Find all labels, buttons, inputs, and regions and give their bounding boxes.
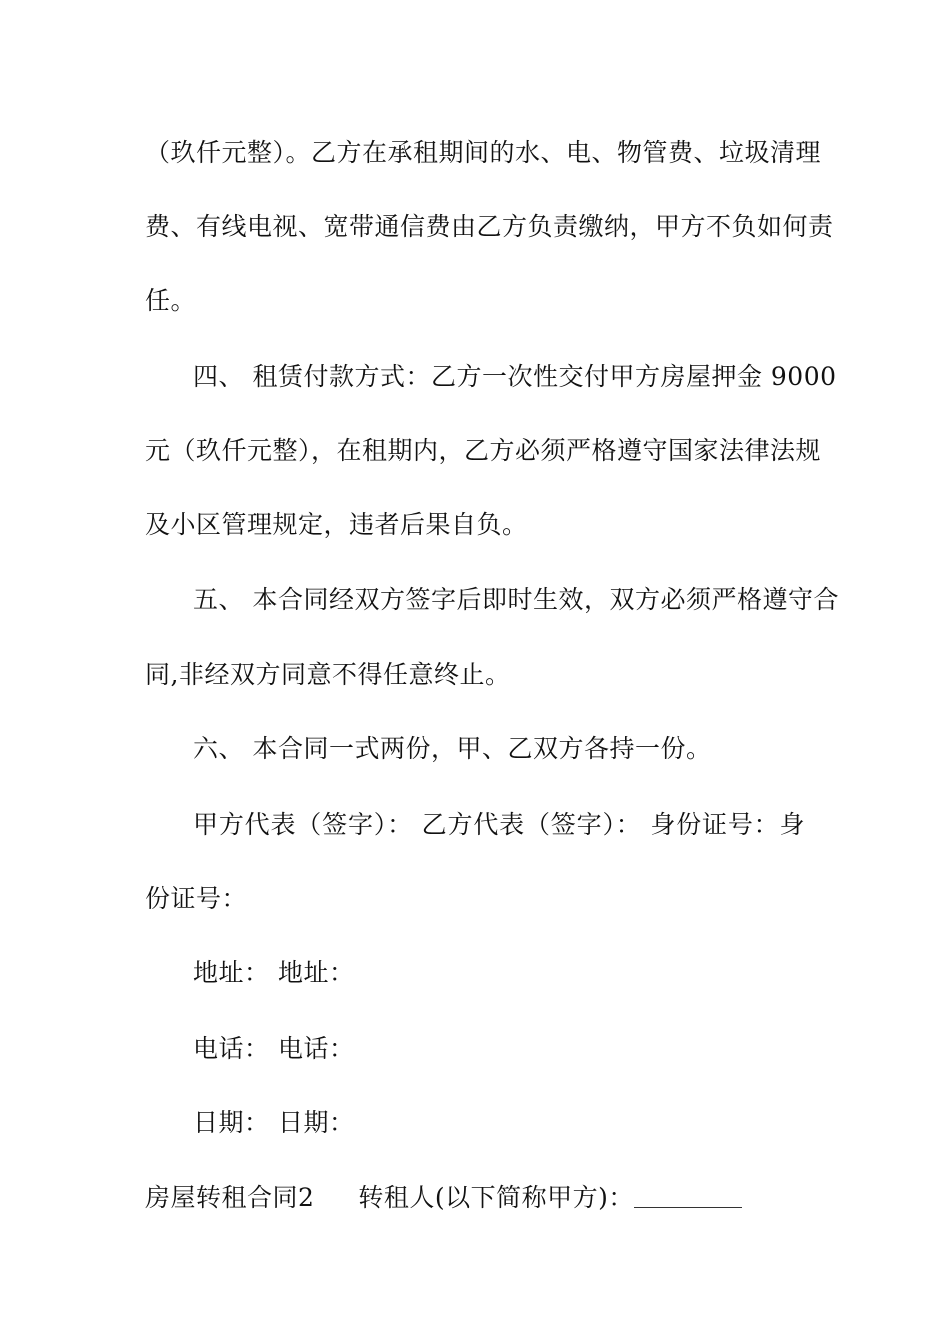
clause-four-line: 四、 租赁付款方式：乙方一次性交付甲方房屋押金 9000 [193, 362, 837, 391]
phone-line: 电话： 电话： [193, 1034, 355, 1063]
blank-field [634, 1185, 742, 1208]
date-line: 日期： 日期： [193, 1108, 355, 1137]
id-number-line: 份证号： [145, 884, 248, 913]
clause-five-line: 五、 本合同经双方签字后即时生效，双方必须严格遵守合 [193, 585, 839, 614]
paragraph-line: 任。 [145, 286, 197, 315]
contract-title: 房屋转租合同2 [145, 1183, 315, 1212]
party-label: 转租人(以下简称甲方)： [358, 1183, 634, 1212]
paragraph-line: 费、有线电视、宽带通信费由乙方负责缴纳，甲方不负如何责 [145, 212, 834, 241]
paragraph-line: 同,非经双方同意不得任意终止。 [145, 660, 511, 689]
paragraph-line: （玖仟元整）。乙方在承租期间的水、电、物管费、垃圾清理 [145, 138, 822, 167]
paragraph-line: 元（玖仟元整），在租期内，乙方必须严格遵守国家法律法规 [145, 436, 822, 465]
signature-line: 甲方代表（签字）： 乙方代表（签字）： 身份证号：身 [193, 810, 805, 839]
address-line: 地址： 地址： [193, 958, 355, 987]
next-contract-line [145, 1183, 742, 1213]
paragraph-line: 及小区管理规定，违者后果自负。 [145, 510, 528, 539]
clause-six-line: 六、 本合同一式两份，甲、乙双方各持一份。 [193, 734, 712, 763]
